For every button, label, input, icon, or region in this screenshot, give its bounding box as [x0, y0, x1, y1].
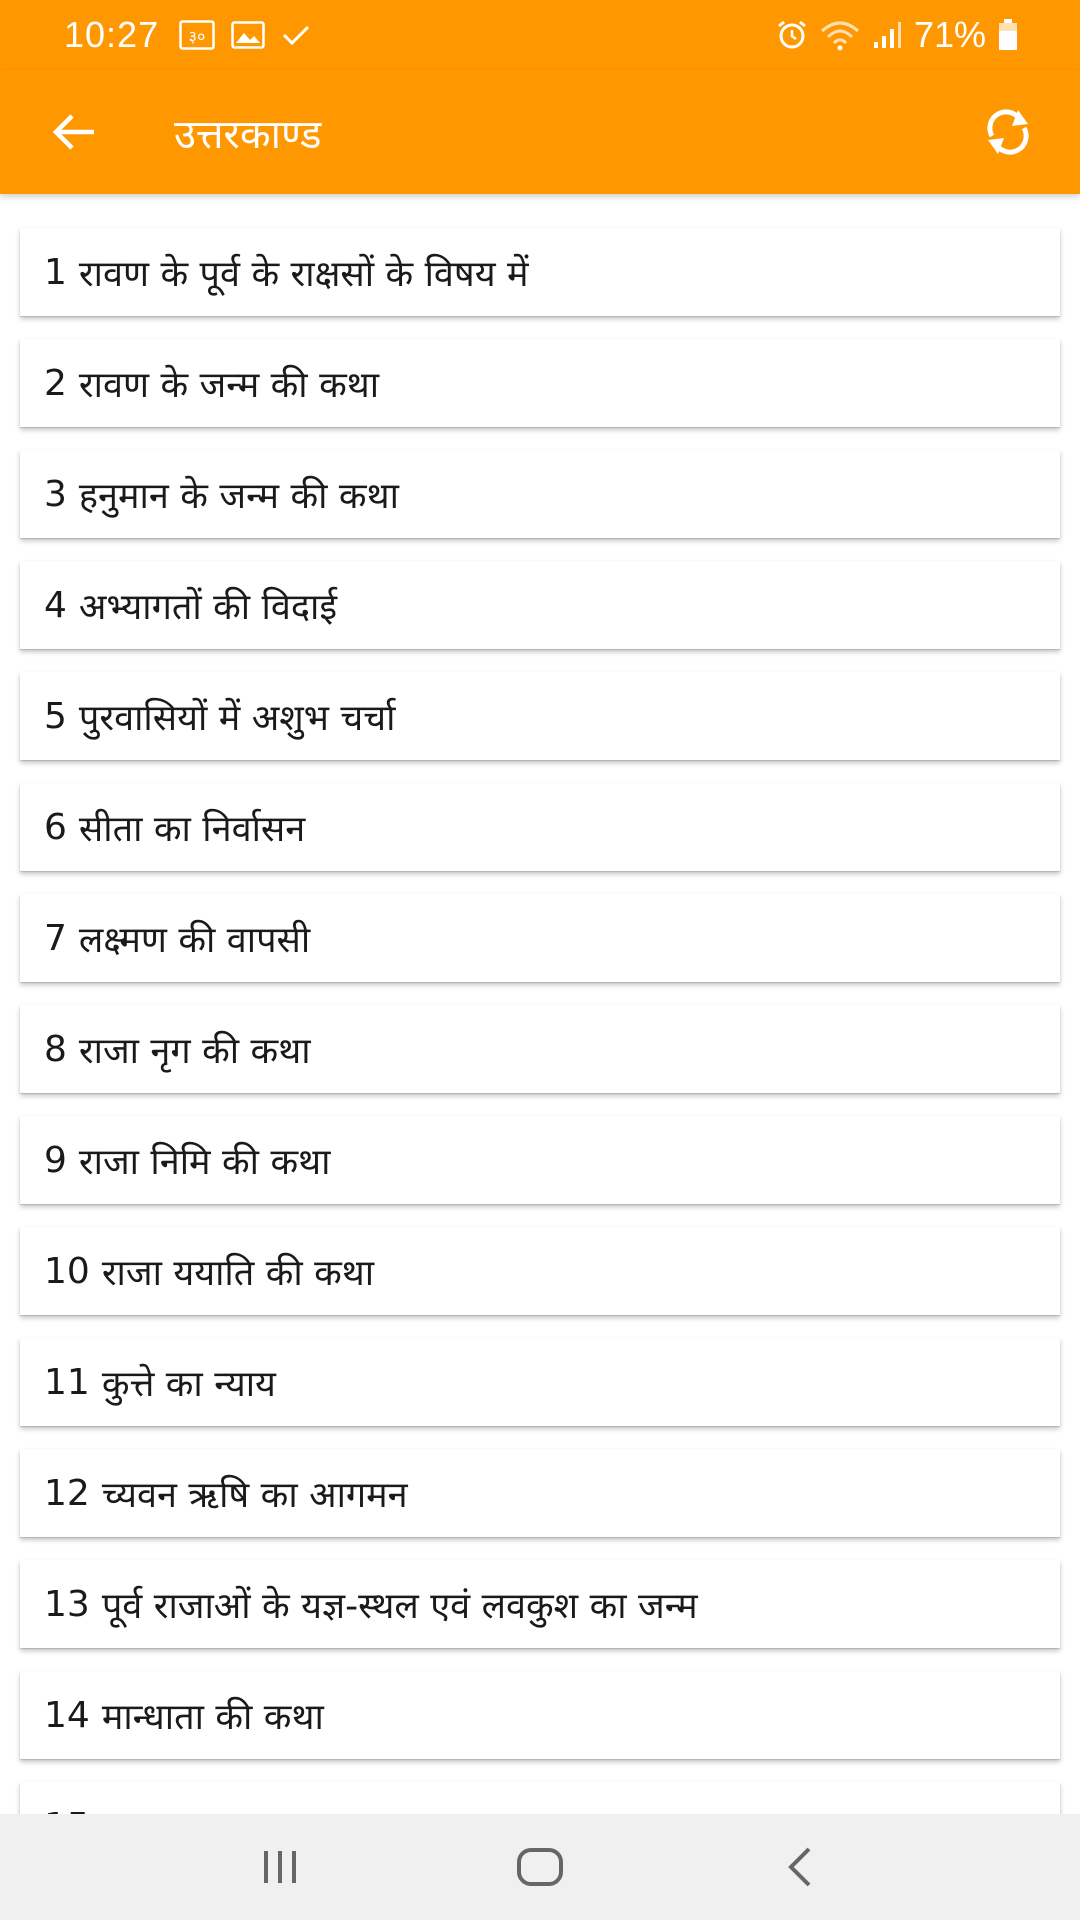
- chapter-number: 3: [44, 473, 67, 515]
- chapter-number: 7: [44, 917, 67, 959]
- chapter-number: 6: [44, 806, 67, 848]
- chapter-number: 14: [44, 1694, 90, 1736]
- recent-apps-icon: [258, 1847, 302, 1887]
- chapter-title: पूर्व राजाओं के यज्ञ-स्थल एवं लवकुश का जन्म: [101, 1585, 698, 1627]
- list-item[interactable]: [20, 1005, 1060, 1093]
- list-item[interactable]: [20, 894, 1060, 982]
- chapter-number: 11: [44, 1361, 90, 1403]
- chapter-title: सीता का निर्वासन: [78, 808, 306, 850]
- page-title: उत्तरकाण्ड: [174, 111, 322, 158]
- chapter-title: राजा ययाति की कथा: [101, 1252, 375, 1294]
- list-item[interactable]: [20, 1227, 1060, 1315]
- back-chevron-icon: [783, 1845, 817, 1889]
- list-item[interactable]: [20, 1560, 1060, 1648]
- battery-icon: [998, 19, 1018, 51]
- chapter-number: 5: [44, 695, 67, 737]
- arrow-back-icon: [50, 108, 98, 156]
- chapter-title: हनुमान के जन्म की कथा: [78, 475, 399, 517]
- app-bar: [0, 70, 1080, 194]
- chapter-title: च्यवन ऋषि का आगमन: [101, 1474, 408, 1516]
- calendar-30-icon: [179, 20, 215, 50]
- list-item[interactable]: [20, 1449, 1060, 1537]
- chapter-number: 12: [44, 1472, 90, 1514]
- chapter-title: पुरवासियों में अशुभ चर्चा: [78, 697, 396, 739]
- battery-percent: 71%: [913, 14, 986, 55]
- list-item[interactable]: [20, 1671, 1060, 1759]
- chapter-title: लक्ष्मण की वापसी: [78, 919, 311, 961]
- image-icon: [231, 21, 265, 49]
- status-bar: [0, 0, 1080, 70]
- chapter-number: 2: [44, 362, 67, 404]
- chapter-number: 10: [44, 1250, 90, 1292]
- list-item[interactable]: [20, 1116, 1060, 1204]
- list-item[interactable]: [20, 1338, 1060, 1426]
- nav-back-button[interactable]: [755, 1832, 845, 1902]
- chapter-number: 13: [44, 1583, 90, 1625]
- refresh-icon: [982, 106, 1034, 158]
- list-item[interactable]: [20, 672, 1060, 760]
- chapter-title: रावण के पूर्व के राक्षसों के विषय में: [78, 253, 529, 295]
- chapter-title: अभ्यागतों की विदाई: [78, 586, 338, 628]
- refresh-button[interactable]: [976, 100, 1040, 164]
- chapter-number: 8: [44, 1028, 67, 1070]
- home-icon: [515, 1845, 565, 1889]
- back-button[interactable]: [44, 102, 104, 162]
- chapter-number: 1: [44, 251, 67, 293]
- chapter-title: राजा निमि की कथा: [78, 1141, 331, 1183]
- list-item[interactable]: [20, 450, 1060, 538]
- signal-icon: [872, 20, 902, 50]
- wifi-icon: [820, 19, 860, 51]
- status-right-icons: [776, 14, 1018, 56]
- chapter-title: राजा नृग की कथा: [78, 1030, 311, 1072]
- status-left-icons: [179, 20, 311, 50]
- check-icon: [281, 23, 311, 47]
- svg-text:३०: ३०: [188, 29, 206, 46]
- chapter-number: 4: [44, 584, 67, 626]
- alarm-icon: [776, 19, 808, 51]
- home-button[interactable]: [495, 1832, 585, 1902]
- system-nav-bar: [0, 1814, 1080, 1920]
- chapter-list[interactable]: [0, 194, 1080, 1814]
- status-time: 10:27: [64, 14, 160, 55]
- list-item[interactable]: [20, 561, 1060, 649]
- chapter-title: मान्धाता की कथा: [101, 1696, 324, 1738]
- list-item[interactable]: [20, 783, 1060, 871]
- chapter-title: कुत्ते का न्याय: [101, 1363, 276, 1405]
- list-item[interactable]: [20, 339, 1060, 427]
- chapter-title: रावण के जन्म की कथा: [78, 364, 380, 406]
- list-item[interactable]: [20, 228, 1060, 316]
- recent-apps-button[interactable]: [235, 1832, 325, 1902]
- chapter-number: 9: [44, 1139, 67, 1181]
